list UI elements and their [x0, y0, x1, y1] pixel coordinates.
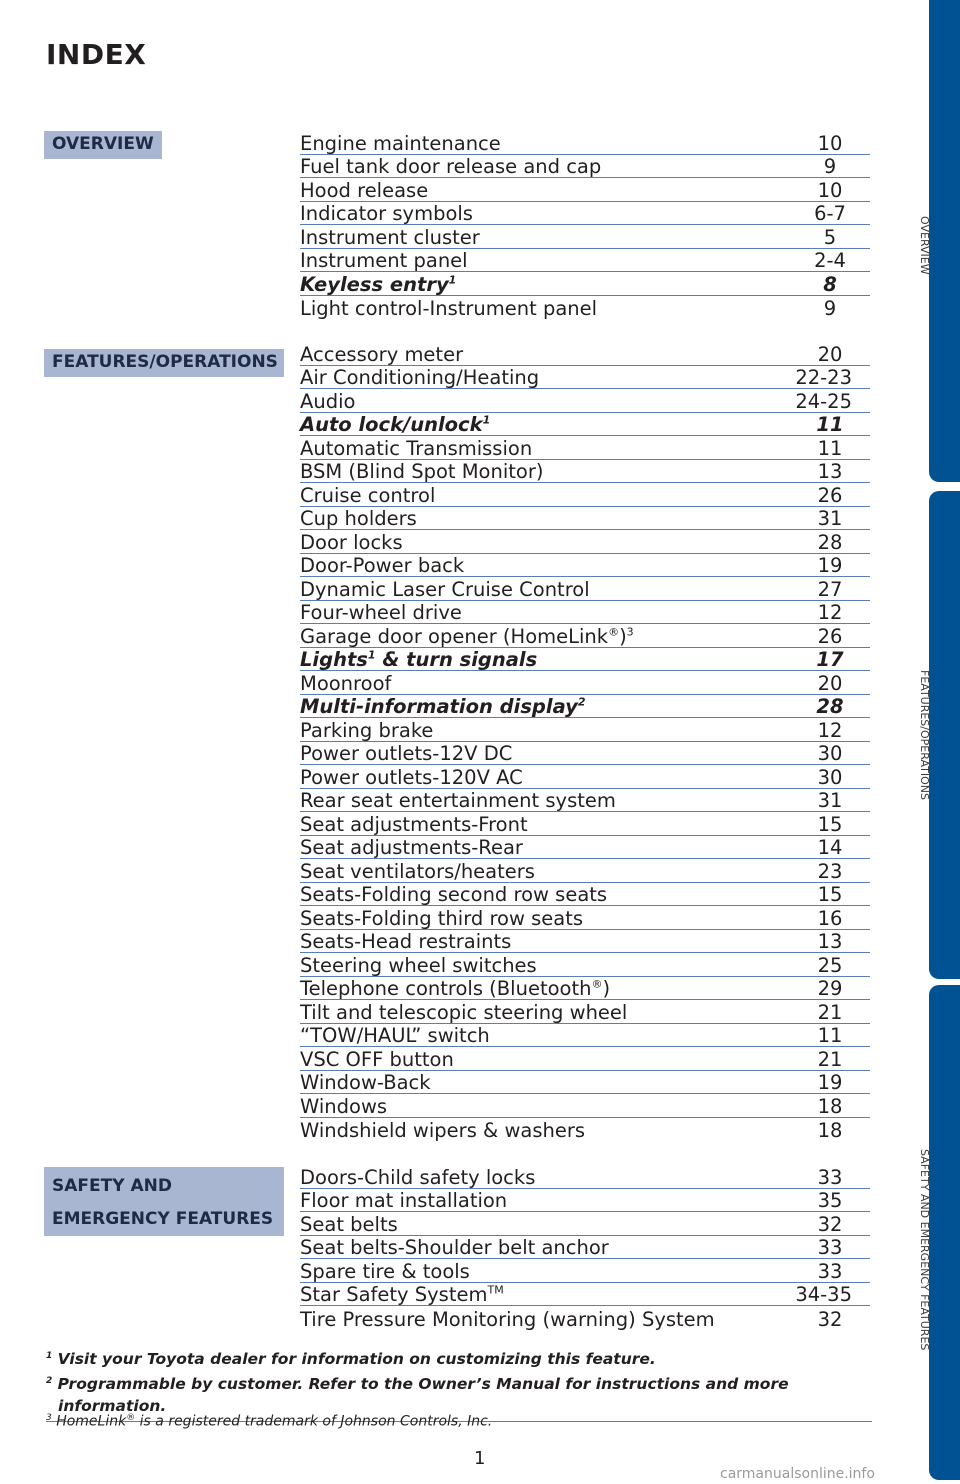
index-entry [300, 601, 870, 625]
entry-label-text: Keyless entry [300, 272, 449, 296]
entry-label-text: Door locks [300, 530, 403, 554]
index-entry-page: 26 [817, 624, 843, 648]
entry-label-text: Engine maintenance [300, 131, 501, 155]
entry-label-text: Seats-Head restraints [300, 930, 512, 953]
index-entry-label [300, 1237, 609, 1258]
index-entry-label [300, 978, 610, 999]
entry-label-text: Cup holders [300, 507, 417, 530]
index-entry-label [300, 1002, 627, 1023]
entry-label-text: Floor mat installation [300, 1189, 508, 1212]
index-entry-page: 30 [817, 765, 843, 789]
index-entry [300, 1212, 870, 1236]
index-entry [300, 202, 870, 226]
index-entry-label [300, 391, 355, 412]
index-entry [300, 507, 870, 531]
index-entry-page: 28 [817, 530, 843, 554]
entry-label-text: Tilt and telescopic steering wheel [300, 1000, 628, 1024]
category-overview: OVERVIEW [44, 131, 162, 159]
registered-mark: TM [487, 1283, 504, 1297]
index-entry-label [300, 673, 391, 694]
footnote-3 [46, 1413, 492, 1430]
index-entry-label [300, 602, 462, 623]
index-entry-page: 2-4 [814, 249, 846, 272]
entry-label-text: Lights [300, 648, 368, 671]
index-entry-label [300, 485, 435, 506]
entry-label-text: Windows [300, 1094, 388, 1118]
index-entry-page: 11 [816, 413, 844, 436]
footnote-3-reg: ® [126, 1413, 136, 1423]
index-entry-label [300, 532, 403, 553]
index-entry-page: 31 [817, 789, 843, 812]
entry-label-text: Doors-Child safety locks [300, 1165, 536, 1189]
footnote-1-mark: 1 [46, 1351, 53, 1361]
index-entry-page: 33 [817, 1259, 843, 1283]
index-entry-page: 6-7 [814, 202, 846, 225]
entry-label-text: Tire Pressure Monitoring (warning) System [300, 1307, 715, 1331]
entry-label-text: Instrument panel [300, 249, 468, 272]
index-entry [300, 812, 870, 836]
index-entry-page: 21 [817, 1047, 843, 1071]
index-entry-label [300, 1309, 715, 1330]
index-entry [300, 718, 870, 742]
index-entry-page: 20 [817, 671, 843, 695]
index-entry-page: 19 [817, 554, 843, 577]
entry-label-text: Instrument cluster [300, 225, 480, 249]
footnote-ref: 3 [626, 625, 634, 638]
entry-label-text: Seat belts-Shoulder belt anchor [300, 1236, 609, 1259]
index-entry-label [300, 931, 511, 952]
index-entry [300, 131, 870, 155]
index-entry-page: 32 [817, 1212, 843, 1236]
footnote-3-homelink: HomeLink [56, 1413, 127, 1430]
index-entry-page: 20 [817, 342, 843, 366]
index-entry [300, 460, 870, 484]
index-entry-page: 34-35 [795, 1283, 852, 1306]
index-entry-label [300, 720, 433, 741]
index-entry-label [300, 837, 523, 858]
index-entry-label [300, 414, 490, 435]
entry-label-text: Air Conditioning/Heating [300, 366, 540, 389]
index-entry-page: 31 [817, 507, 843, 530]
index-entry-label [300, 367, 539, 388]
index-entry-page: 15 [817, 883, 843, 906]
index-entry [300, 178, 870, 202]
index-entry-page: 35 [817, 1189, 843, 1212]
entry-label-text: Telephone controls (Bluetooth [300, 977, 592, 1000]
category-safety-line2: EMERGENCY FEATURES [52, 1209, 274, 1229]
index-entry [300, 624, 870, 648]
index-entry-page: 28 [816, 695, 844, 718]
index-entry [300, 1118, 870, 1142]
index-entry-page: 5 [823, 225, 837, 249]
index-entry-page: 32 [817, 1307, 843, 1331]
index-entry [300, 1259, 870, 1283]
index-entry-page: 21 [817, 1000, 843, 1024]
side-tab-safety[interactable] [929, 985, 960, 1480]
index-entry-label [300, 649, 537, 670]
footnote-3-mark: 3 [46, 1413, 52, 1423]
entry-label-text: Multi-information display [300, 695, 578, 718]
index-entry [300, 389, 870, 413]
index-entry-label [300, 790, 616, 811]
index-entry-page: 22-23 [795, 366, 852, 389]
index-entry-label [300, 1025, 490, 1046]
footnote-3-text: is a registered trademark of Johnson Controls, Inc. [135, 1413, 493, 1430]
index-entry [300, 413, 870, 437]
footnote-ref: 1 [367, 648, 376, 662]
index-entry-label [300, 861, 535, 882]
index-entry-page: 11 [817, 436, 843, 460]
entry-label-text: Rear seat entertainment system [300, 789, 616, 812]
entry-label-text: BSM (Blind Spot Monitor) [300, 460, 544, 483]
index-entry-label [300, 250, 468, 271]
entry-label-text: Parking brake [300, 718, 434, 742]
footnote-2-mark: 2 [46, 1376, 53, 1387]
entry-label-text: Seats-Folding second row seats [300, 883, 608, 906]
index-entry-page: 27 [817, 577, 843, 601]
index-entry-label [300, 508, 417, 529]
entry-label-text: Power outlets-120V AC [300, 765, 523, 789]
category-safety-emergency [44, 1167, 284, 1236]
index-entry [300, 483, 870, 507]
index-entry-label [300, 743, 512, 764]
entry-label-text: Automatic Transmission [300, 436, 533, 460]
index-entry-label [300, 227, 480, 248]
index-entry-label [300, 555, 464, 576]
page-number: 1 [474, 1448, 486, 1469]
overview-index-list [300, 131, 870, 319]
entry-label-text: Auto lock/unlock [300, 413, 483, 436]
index-entry [300, 577, 870, 601]
footnotes [46, 1345, 872, 1422]
entry-label-suffix: & turn signals [375, 648, 538, 671]
index-entry-page: 11 [817, 1024, 843, 1047]
index-entry [300, 1189, 870, 1213]
index-entry [300, 742, 870, 766]
index-entry [300, 1047, 870, 1071]
safety-index-list [300, 1165, 870, 1330]
index-entry-page: 12 [817, 601, 843, 624]
index-entry [300, 342, 870, 366]
index-entry [300, 906, 870, 930]
entry-label-text: Hood release [300, 178, 429, 202]
entry-label-text: “TOW/HAUL” switch [300, 1024, 490, 1047]
footnote-ref: 1 [448, 273, 457, 286]
footnote-ref: 2 [577, 695, 586, 709]
entry-label-text: Accessory meter [300, 342, 464, 366]
index-entry [300, 554, 870, 578]
index-entry [300, 1165, 870, 1189]
index-entry-label [300, 180, 428, 201]
index-entry-page: 8 [823, 272, 837, 296]
index-entry-page: 30 [817, 742, 843, 765]
footnote-ref: 1 [482, 413, 491, 427]
category-safety-line1: SAFETY AND [52, 1176, 172, 1196]
footnote-1-text: Visit your Toyota dealer for information on customizing this feature. [57, 1350, 656, 1369]
index-entry [300, 789, 870, 813]
index-entry [300, 1024, 870, 1048]
index-entry-label [300, 1096, 387, 1117]
index-entry [300, 859, 870, 883]
index-entry-page: 16 [817, 906, 843, 930]
index-entry-label [300, 461, 543, 482]
entry-label-text: Seat belts [300, 1212, 398, 1236]
index-entry-page: 10 [817, 131, 843, 155]
index-entry-label [300, 1049, 454, 1070]
index-entry-label [300, 344, 463, 365]
index-entry [300, 366, 870, 390]
index-entry [300, 1094, 870, 1118]
index-entry [300, 155, 870, 179]
side-tab-features[interactable] [929, 491, 960, 979]
index-entry-page: 29 [817, 977, 843, 1000]
index-entry-page: 24-25 [795, 389, 852, 413]
index-entry-page: 18 [817, 1094, 843, 1118]
index-entry [300, 1306, 870, 1330]
index-entry [300, 1283, 870, 1307]
entry-label-text: Cruise control [300, 483, 436, 507]
index-entry-label [300, 203, 473, 224]
index-entry [300, 648, 870, 672]
index-entry [300, 530, 870, 554]
entry-label-suffix: ) [602, 977, 611, 1000]
index-entry-page: 9 [823, 155, 837, 178]
index-entry-label [300, 767, 523, 788]
index-entry-page: 14 [817, 836, 843, 859]
index-entry [300, 1000, 870, 1024]
entry-label-text: Indicator symbols [300, 202, 473, 225]
entry-label-suffix: ) [619, 624, 627, 648]
index-entry [300, 249, 870, 273]
index-entry-label [300, 626, 634, 647]
index-entry [300, 436, 870, 460]
entry-label-text: Door-Power back [300, 554, 465, 577]
entry-label-text: Dynamic Laser Cruise Control [300, 577, 590, 601]
side-tabs [929, 0, 960, 1484]
index-entry-page: 17 [816, 648, 844, 671]
footnote-2-text: Programmable by customer. Refer to the Owner’s Manual for instructions and more information. [57, 1375, 789, 1416]
index-entry-page: 15 [817, 812, 843, 836]
entry-label-text: Four-wheel drive [300, 601, 462, 624]
side-tab-label-features: FEATURES/OPERATIONS [918, 670, 931, 800]
index-entry-label [300, 814, 528, 835]
index-entry-label [300, 1167, 535, 1188]
entry-label-text: VSC OFF button [300, 1047, 454, 1071]
index-entry-label [300, 1190, 507, 1211]
index-entry-label [300, 696, 586, 717]
entry-label-text: Seat adjustments-Front [300, 812, 528, 836]
index-entry [300, 225, 870, 249]
index-entry [300, 272, 870, 296]
index-entry-page: 10 [817, 178, 843, 202]
entry-label-text: Fuel tank door release and cap [300, 155, 602, 178]
index-entry-page: 33 [817, 1236, 843, 1259]
index-entry-page: 25 [817, 953, 843, 977]
registered-mark: ® [591, 977, 603, 991]
index-entry [300, 836, 870, 860]
index-entry-label [300, 579, 590, 600]
index-entry [300, 296, 870, 320]
page-title: INDEX [46, 38, 147, 71]
index-entry [300, 695, 870, 719]
index-entry-label [300, 274, 456, 295]
index-entry-label [300, 908, 583, 929]
entry-label-text: Seat ventilators/heaters [300, 859, 535, 883]
index-entry [300, 671, 870, 695]
index-entry-label [300, 156, 601, 177]
index-entry-label [300, 1120, 585, 1141]
entry-label-text: Windshield wipers & washers [300, 1119, 586, 1142]
index-entry-page: 18 [817, 1119, 843, 1142]
index-entry-label [300, 1284, 504, 1305]
index-entry [300, 977, 870, 1001]
side-tab-label-overview: OVERVIEW [918, 215, 931, 275]
index-entry-page: 9 [823, 297, 837, 320]
index-entry-page: 33 [817, 1165, 843, 1189]
entry-label-text: Light control-Instrument panel [300, 297, 598, 320]
entry-label-text: Power outlets-12V DC [300, 742, 513, 765]
index-entry [300, 1236, 870, 1260]
entry-label-text: Spare tire & tools [300, 1259, 470, 1283]
index-entry-page: 23 [817, 859, 843, 883]
index-entry-page: 13 [817, 930, 843, 953]
index-entry [300, 765, 870, 789]
features-index-list [300, 342, 870, 1141]
index-entry-label [300, 133, 501, 154]
index-entry [300, 1071, 870, 1095]
footnote-1 [46, 1345, 872, 1370]
entry-label-text: Audio [300, 389, 356, 413]
entry-label-text: Star Safety System [300, 1283, 488, 1306]
index-entry [300, 953, 870, 977]
entry-label-text: Garage door opener (HomeLink [300, 624, 609, 648]
index-entry-page: 26 [817, 483, 843, 507]
index-entry-page: 19 [817, 1071, 843, 1094]
index-entry-label [300, 955, 537, 976]
entry-label-text: Seat adjustments-Rear [300, 836, 523, 859]
index-entry-label [300, 298, 597, 319]
entry-label-text: Window-Back [300, 1071, 431, 1094]
side-tab-label-safety: SAFETY AND EMERGENCY FEATURES [918, 1149, 931, 1351]
registered-mark: ® [608, 625, 620, 638]
index-entry-label [300, 884, 607, 905]
entry-label-text: Seats-Folding third row seats [300, 906, 584, 930]
index-entry [300, 930, 870, 954]
index-entry-page: 12 [817, 718, 843, 742]
index-entry-label [300, 1261, 470, 1282]
footnote-2 [46, 1370, 872, 1417]
index-entry [300, 883, 870, 907]
entry-label-text: Steering wheel switches [300, 953, 537, 977]
watermark: carmanualsonline.info [720, 1466, 875, 1482]
index-entry-page: 13 [817, 460, 843, 483]
index-entry-label [300, 438, 532, 459]
entry-label-text: Moonroof [300, 671, 392, 695]
category-features-operations: FEATURES/OPERATIONS [44, 349, 284, 377]
index-entry-label [300, 1214, 398, 1235]
side-tab-overview[interactable] [929, 0, 960, 482]
index-entry-label [300, 1072, 431, 1093]
